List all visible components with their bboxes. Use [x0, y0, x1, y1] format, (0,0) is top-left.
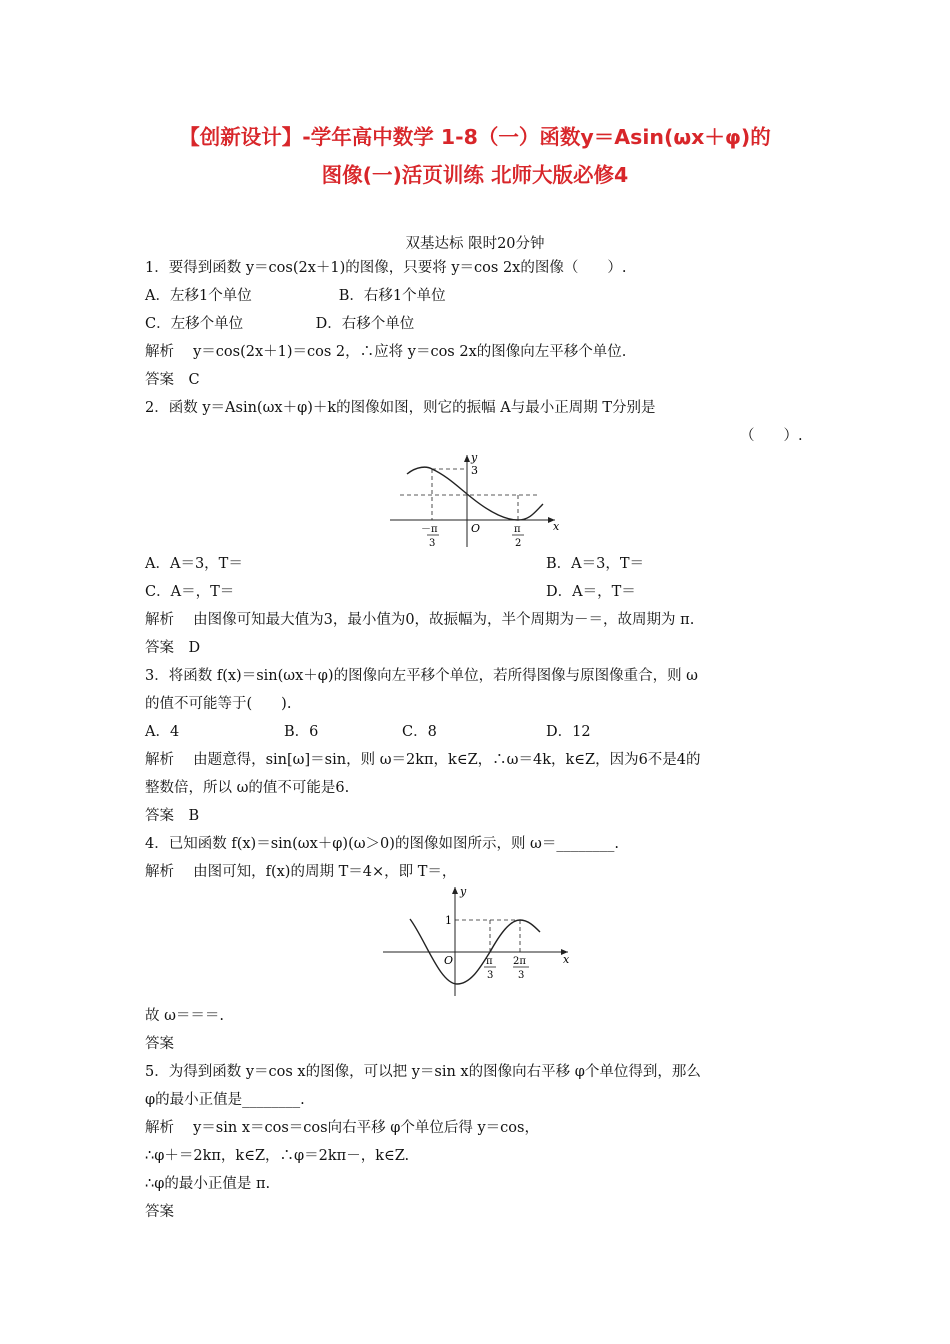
q1-answer: 答案 C: [145, 372, 200, 388]
q4-conclusion: 故 ω＝＝＝.: [145, 1008, 225, 1024]
q2-analysis: 解析 由图像可知最大值为3，最小值为0，故振幅为，半个周期为－＝，故周期为 π.: [145, 612, 695, 628]
q3-option-c: C．8: [402, 724, 437, 740]
y-three: 3: [471, 464, 478, 477]
x-label: x: [553, 520, 560, 533]
q5-conclusion: ∴φ的最小正值是 π.: [145, 1176, 271, 1192]
document-title-line2: 图像(一)活页训练 北师大版必修4: [321, 163, 629, 187]
pi-label: π: [486, 956, 493, 967]
origin-label: O: [444, 954, 454, 967]
y-axis-arrow: [452, 887, 458, 894]
q2-answer: 答案 D: [145, 640, 201, 656]
y-label: y: [471, 452, 478, 464]
q3-analysis-cont: 整数倍，所以 ω的值不可能是6.: [145, 780, 350, 796]
origin-label: O: [471, 522, 481, 535]
q2-bracket: （ ）.: [740, 428, 803, 444]
q3-option-a: A．4: [145, 724, 180, 740]
neg-pi-label: －π: [421, 524, 438, 535]
q4-answer: 答案: [145, 1036, 174, 1052]
q4-figure: [380, 884, 575, 1003]
q4-graph: [380, 884, 575, 999]
q1-options-ab: A．左移1个单位 B．右移1个单位: [145, 288, 446, 304]
q4-stem: 4．已知函数 f(x)＝sin(ωx＋φ)(ω＞0)的图像如图所示，则 ω＝________.: [145, 836, 619, 852]
q5-answer: 答案: [145, 1204, 174, 1220]
q2-graph: [385, 452, 565, 552]
q2-option-d: D．A＝，T＝: [546, 584, 636, 600]
q5-stem-cont: φ的最小正值是________.: [145, 1092, 305, 1108]
q1-stem: 1．要得到函数 y＝cos(2x＋1)的图像，只要将 y＝cos 2x的图像（ ）.: [145, 260, 627, 276]
q3-stem: 3．将函数 f(x)＝sin(ωx＋φ)的图像向左平移个单位，若所得图像与原图像重合，则 ω: [145, 668, 699, 684]
pi-label: π: [514, 524, 521, 535]
y-label: y: [460, 885, 467, 898]
q5-stem: 5．为得到函数 y＝cos x的图像，可以把 y＝sin x的图像向右平移 φ个单位得到，那么: [145, 1064, 701, 1080]
x-label: x: [563, 953, 570, 966]
q4-analysis: 解析 由图可知，f(x)的周期 T＝4×，即 T＝，: [145, 864, 457, 880]
q2-option-b: B．A＝3，T＝: [546, 556, 645, 572]
q3-analysis: 解析 由题意得，sin[ω]＝sin，则 ω＝2kπ，k∈Z，∴ω＝4k，k∈Z，因为6不是4的: [145, 752, 701, 768]
y-one: 1: [445, 914, 452, 927]
q2-figure: [385, 452, 565, 556]
den-3: 3: [487, 970, 494, 981]
q2-option-a: A．A＝3，T＝: [145, 556, 243, 572]
section-header: 双基达标 限时20分钟: [405, 236, 545, 252]
q1-options-cd: C．左移个单位 D．右移个单位: [145, 316, 415, 332]
y-axis-arrow: [464, 455, 470, 462]
den-3b: 3: [518, 970, 525, 981]
q2-stem: 2．函数 y＝Asin(ωx＋φ)＋k的图像如图，则它的振幅 A与最小正周期 T分别是: [145, 400, 656, 416]
two-pi-label: 2π: [513, 956, 526, 967]
document-title-line1: 【创新设计】-学年高中数学 1-8（一）函数y＝Asin(ωx＋φ)的: [179, 125, 771, 149]
q3-answer: 答案 B: [145, 808, 200, 824]
den-2: 2: [515, 538, 522, 549]
q1-analysis: 解析 y＝cos(2x＋1)＝cos 2，∴应将 y＝cos 2x的图像向左平移个单位.: [145, 344, 627, 360]
q3-option-d: D．12: [546, 724, 591, 740]
q5-analysis: 解析 y＝sin x＝cos＝cos向右平移 φ个单位后得 y＝cos，: [145, 1120, 539, 1136]
q3-option-b: B．6: [284, 724, 319, 740]
den-3: 3: [429, 538, 436, 549]
q5-step: ∴φ＋＝2kπ，k∈Z，∴φ＝2kπ－，k∈Z.: [145, 1148, 410, 1164]
q3-stem-cont: 的值不可能等于( ).: [145, 696, 292, 712]
q2-option-c: C．A＝，T＝: [145, 584, 235, 600]
